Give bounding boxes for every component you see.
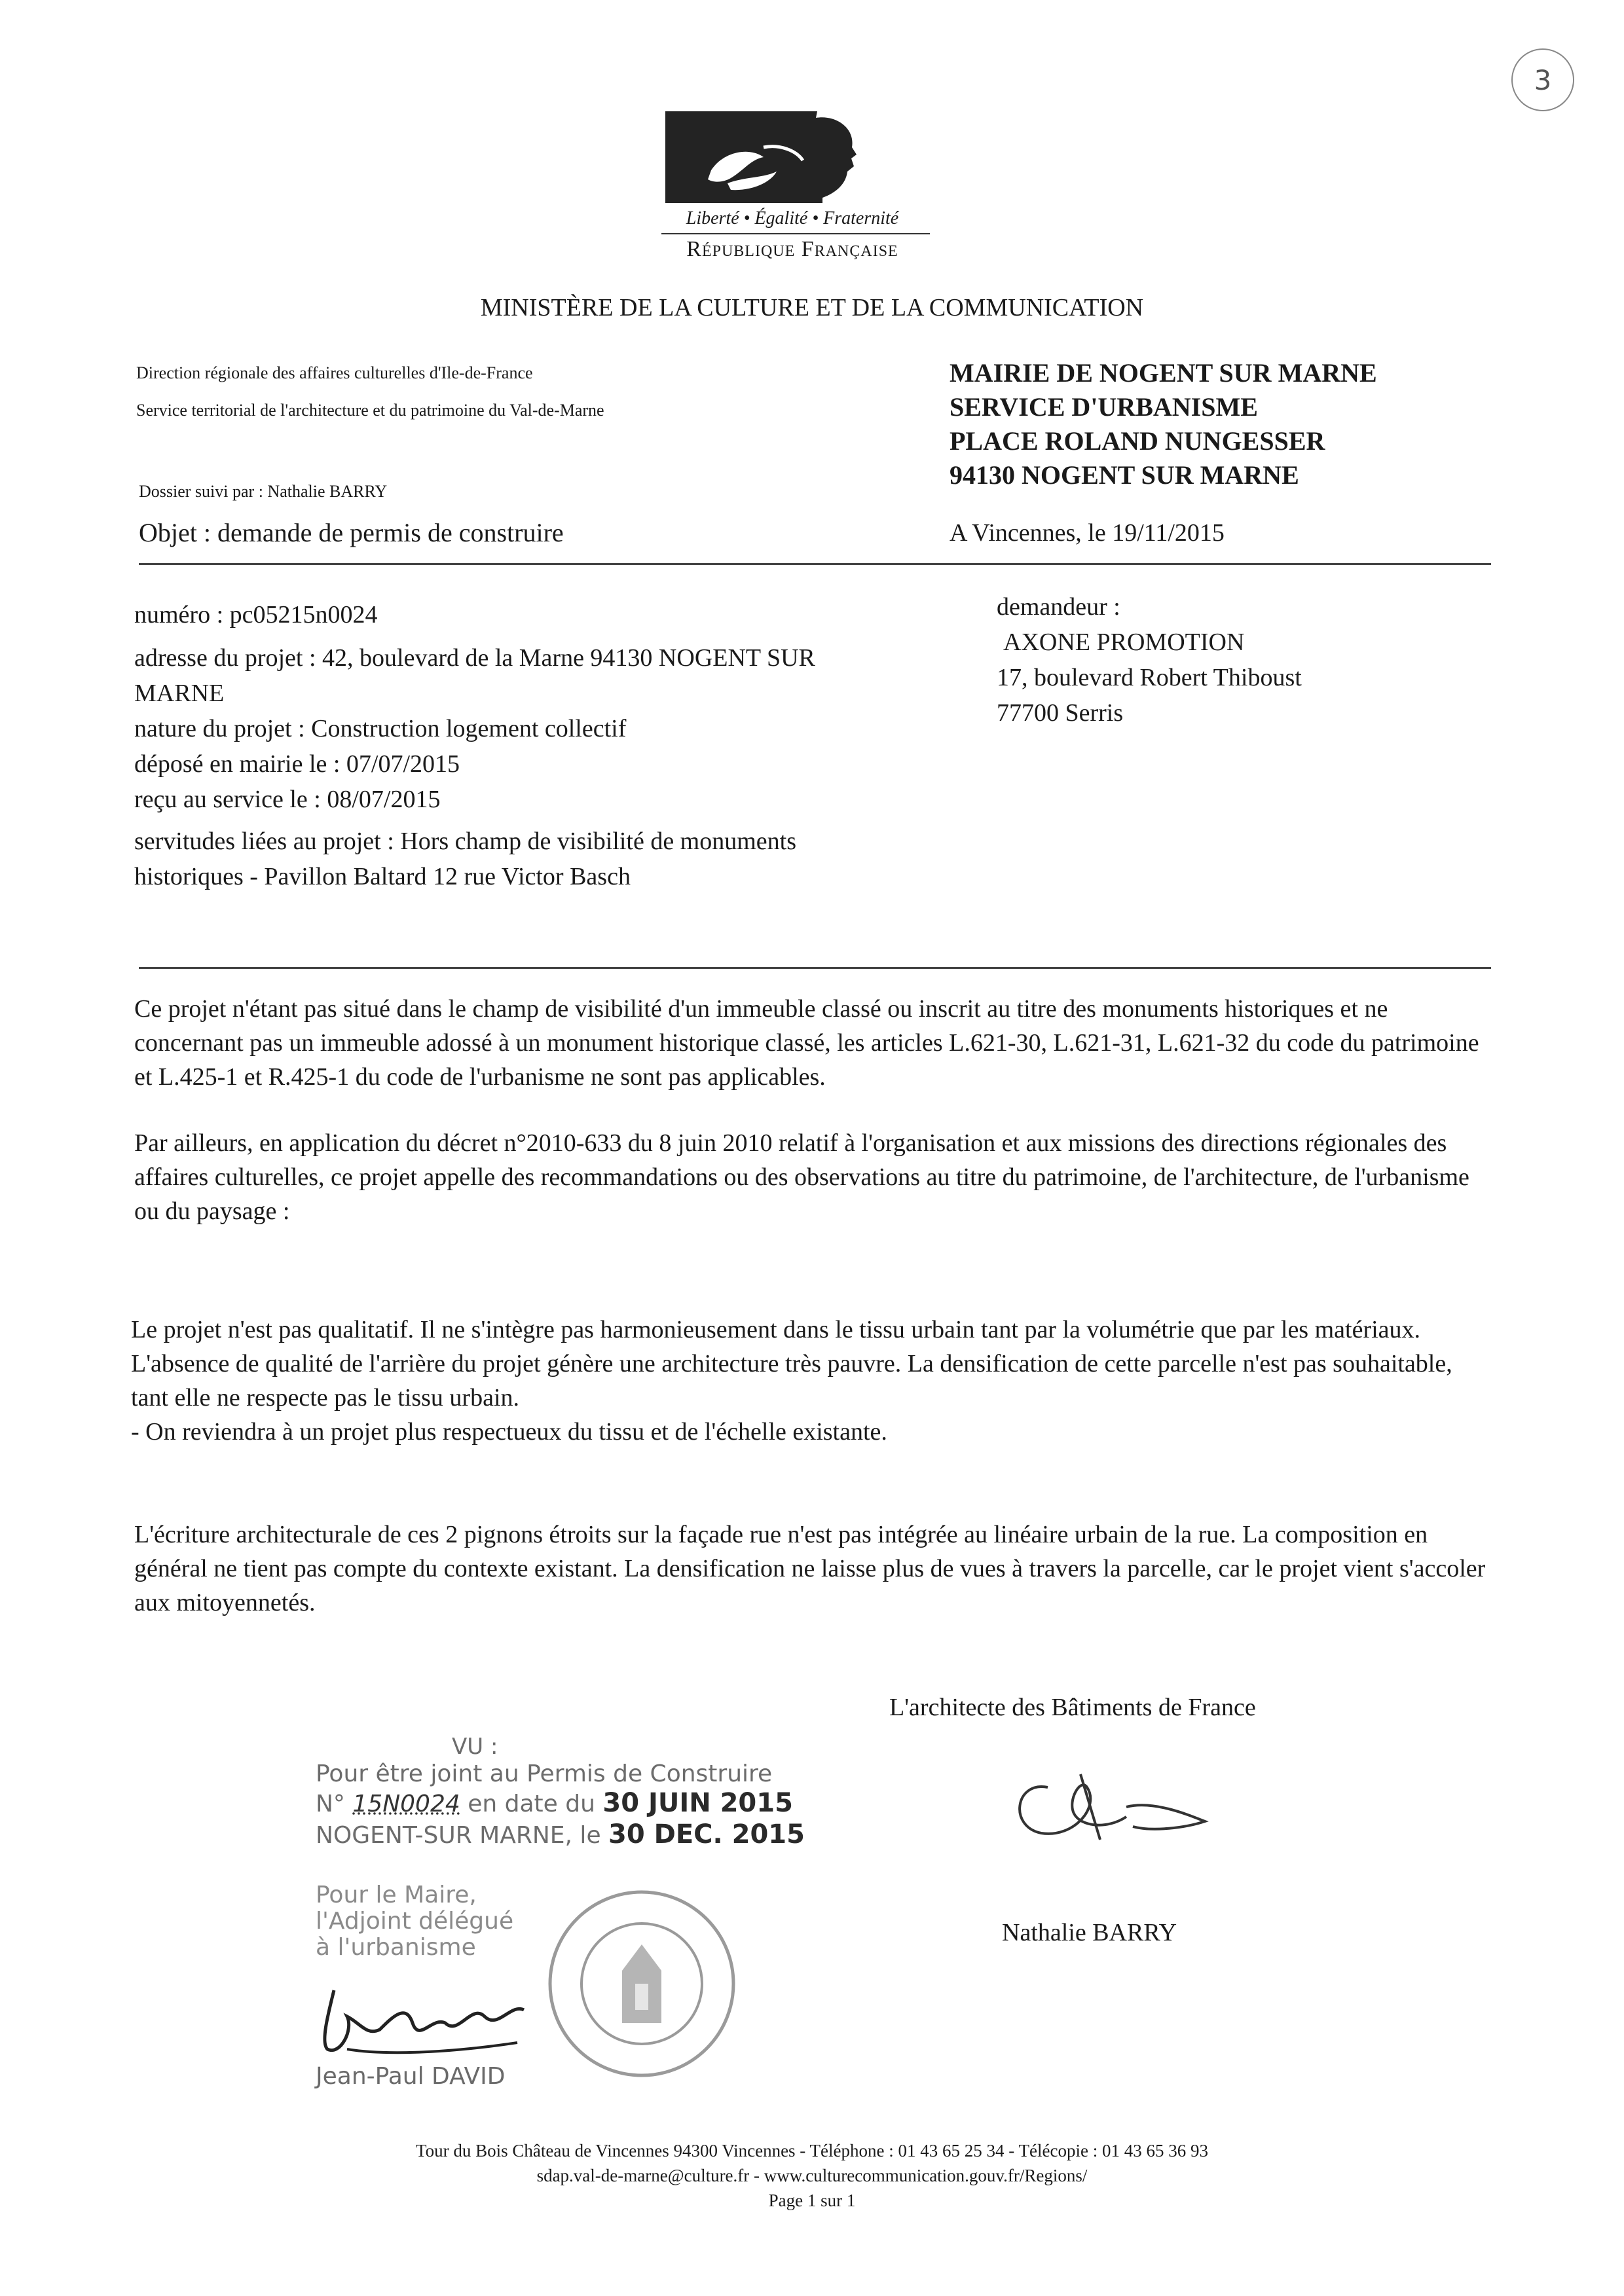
- stamp-vu: VU :: [452, 1734, 498, 1760]
- applicant-city: 77700 Serris: [997, 699, 1124, 727]
- dossier-line: Dossier suivi par : Nathalie BARRY: [139, 482, 388, 501]
- stamp-line-1: Pour être joint au Permis de Construire: [316, 1760, 773, 1787]
- seal-icon: [544, 1886, 740, 2082]
- paragraph-architecture: L'écriture architecturale de ces 2 pignons étroits sur la façade rue n'est pas intégrée au linéaire urbain de la rue. La composition en général ne tient pas compte du contexte existant. La densification ne laisse plus de vues à travers la parcelle, car le projet vient s'accoler aux mitoyennetés.: [134, 1521, 1486, 1616]
- paragraph-recommendations: Par ailleurs, en application du décret n°2010-633 du 8 juin 2010 relatif à l'organisation et aux missions des directions régionales des affaires culturelles, ce projet appelle des recommandations ou des observations au titre du patrimoine, de l'architecture, de l'urbanisme ou du paysage :: [134, 1129, 1469, 1225]
- paragraph-applicability: Ce projet n'étant pas situé dans le champ de visibilité d'un immeuble classé ou inscrit au titre des monuments historiques et ne concernant pas un immeuble adossé à un monument historique classé, les articles L.621-30, L.621-31, L.621-32 du code du patrimoine et L.425-1 et R.425-1 du code de l'urbanisme ne sont pas applicables.: [134, 995, 1479, 1091]
- recipient-line-1: MAIRIE DE NOGENT SUR MARNE: [950, 358, 1377, 388]
- objet-line: Objet : demande de permis de construire: [139, 518, 564, 547]
- stamp-maire-3: à l'urbanisme: [316, 1934, 476, 1961]
- page-number-mark: [1511, 48, 1574, 111]
- mairie-seal: [544, 1886, 740, 2082]
- stamp-location: NOGENT-SUR MARNE, le: [316, 1822, 601, 1849]
- handwritten-signature-icon: [1002, 1761, 1225, 1853]
- sender-service: Service territorial de l'architecture et du patrimoine du Val-de-Marne: [136, 401, 604, 420]
- project-details: [134, 597, 986, 894]
- project-adresse-1: adresse du projet : 42, boulevard de la Marne 94130 NOGENT SUR: [134, 644, 815, 672]
- sender-direction: Direction régionale des affaires culturelles d'Ile-de-France: [136, 363, 533, 382]
- footer-page-count: Page 1 sur 1: [768, 2191, 856, 2210]
- applicant-label: demandeur :: [997, 593, 1120, 621]
- date-line: A Vincennes, le 19/11/2015: [950, 519, 1225, 547]
- project-servitudes-1: servitudes liées au projet : Hors champ de visibilité de monuments: [134, 828, 797, 855]
- adjoint-signature: [308, 1977, 544, 2066]
- signature-title: L'architecte des Bâtiments de France: [889, 1694, 1256, 1721]
- project-servitudes-2: historiques - Pavillon Baltard 12 rue Victor Basch: [134, 863, 631, 890]
- stamp-maire-1: Pour le Maire,: [316, 1882, 477, 1908]
- project-depose: déposé en mairie le : 07/07/2015: [134, 750, 460, 778]
- motto-divider: [661, 233, 930, 234]
- handwritten-signature-icon: [308, 1977, 544, 2062]
- footer: [196, 2138, 1428, 2213]
- republic-motto: Liberté • Égalité • Fraternité: [686, 208, 899, 228]
- details-divider: [139, 967, 1491, 969]
- stamp-maire-block: [316, 1882, 513, 1961]
- abf-signature: [1002, 1761, 1225, 1856]
- paragraph-quality: [131, 1313, 1493, 1449]
- stamp-line-3: [316, 1821, 805, 1849]
- recipient-line-2: SERVICE D'URBANISME: [950, 392, 1258, 422]
- page-number-text: 3: [1534, 64, 1552, 96]
- stamp-date-1: 30 JUIN 2015: [602, 1788, 793, 1818]
- applicant-street: 17, boulevard Robert Thiboust: [997, 664, 1302, 691]
- stamp-number: 15N0024: [352, 1791, 460, 1817]
- project-recu: reçu au service le : 08/07/2015: [134, 786, 441, 813]
- marianne-logo: [665, 111, 927, 203]
- stamp-number-prefix: N°: [316, 1791, 345, 1817]
- header-divider: [139, 563, 1491, 565]
- recipient-line-4: 94130 NOGENT SUR MARNE: [950, 460, 1299, 490]
- adjoint-name: Jean-Paul DAVID: [316, 2063, 506, 2090]
- footer-address: Tour du Bois Château de Vincennes 94300 Vincennes - Téléphone : 01 43 65 25 34 - Télécopie : 01 43 65 36 93: [416, 2141, 1208, 2160]
- applicant-name: AXONE PROMOTION: [1003, 629, 1245, 656]
- signatory-name: Nathalie BARRY: [1002, 1919, 1177, 1946]
- quality-recommendation: - On reviendra à un projet plus respectueux du tissu et de l'échelle existante.: [131, 1418, 887, 1446]
- project-numero: numéro : pc05215n0024: [134, 601, 378, 629]
- recipient-line-3: PLACE ROLAND NUNGESSER: [950, 426, 1325, 456]
- republic-name: République Française: [686, 237, 898, 261]
- marianne-icon: [665, 111, 927, 203]
- stamp-date-label: en date du: [468, 1791, 595, 1817]
- project-nature: nature du projet : Construction logement collectif: [134, 715, 627, 742]
- ministry-title: MINISTÈRE DE LA CULTURE ET DE LA COMMUNICATION: [480, 294, 1144, 321]
- recipient-address: [950, 356, 1377, 492]
- stamp-date-2: 30 DEC. 2015: [608, 1819, 805, 1850]
- applicant-block: [997, 589, 1302, 731]
- quality-text: Le projet n'est pas qualitatif. Il ne s'intègre pas harmonieusement dans le tissu urbain tant par la volumétrie que par les matériaux. L'absence de qualité de l'arrière du projet génère une architecture très pauvre. La densification de cette parcelle n'est pas souhaitable, tant elle ne respecte pas le tissu urbain.: [131, 1316, 1452, 1412]
- footer-contact: sdap.val-de-marne@culture.fr - www.culturecommunication.gouv.fr/Regions/: [536, 2166, 1088, 2185]
- stamp-maire-2: l'Adjoint délégué: [316, 1908, 514, 1935]
- stamp-line-2: [316, 1790, 793, 1817]
- project-adresse-2: MARNE: [134, 680, 225, 707]
